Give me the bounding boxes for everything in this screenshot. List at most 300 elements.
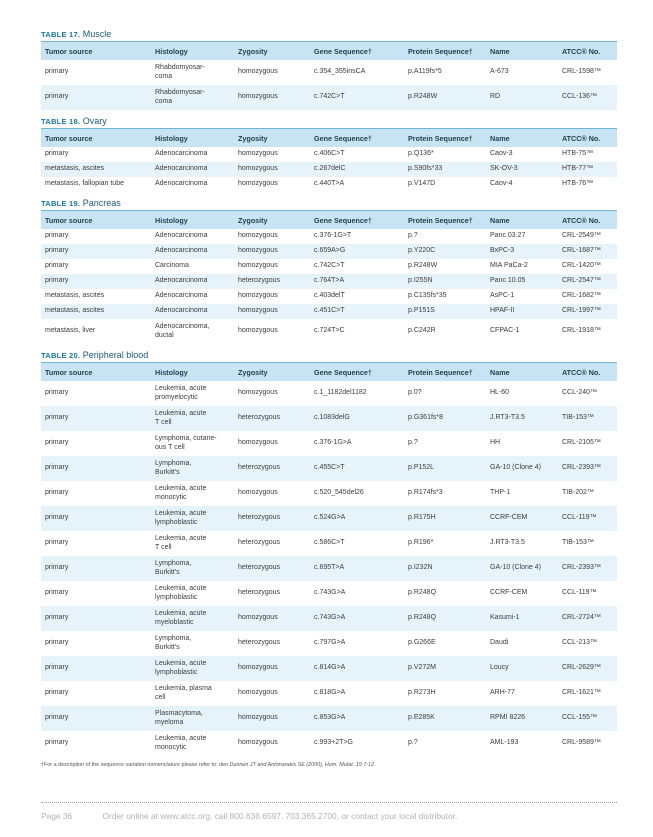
table-section — [41, 197, 617, 344]
cell-text: c.403delT — [314, 292, 345, 300]
zygosity-cell — [234, 85, 310, 110]
table-row — [41, 289, 617, 304]
tumor-source-cell — [41, 259, 151, 274]
cell-text: p.V272M — [408, 664, 437, 672]
cell-text: homozygous — [238, 664, 278, 672]
cell-text: Caov-4 — [490, 180, 513, 188]
header-name: Name — [486, 129, 558, 148]
cell-text: CCRF-CEM — [490, 514, 528, 522]
cell-text: p.R175H — [408, 514, 436, 522]
cell-text: CCL-136™ — [562, 93, 598, 101]
cell-text: CCRF-CEM — [490, 589, 528, 597]
histology-cell — [151, 289, 234, 304]
cell-line-name-cell — [486, 85, 558, 110]
cell-text: homozygous — [238, 93, 278, 101]
cell-text: p.E285K — [408, 714, 435, 722]
table-row — [41, 531, 617, 556]
cell-text: c.993+2T>G — [314, 739, 353, 747]
gene-sequence-cell — [310, 244, 404, 259]
zygosity-cell — [234, 631, 310, 656]
tumor-source-cell — [41, 456, 151, 481]
atcc-number-cell — [558, 606, 617, 631]
atcc-number-cell — [558, 581, 617, 606]
cell-text: c.743G>A — [314, 589, 346, 597]
table-row — [41, 431, 617, 456]
catalog-page — [41, 28, 617, 768]
cell-text: heterozygous — [238, 564, 281, 572]
cell-text: heterozygous — [238, 539, 281, 547]
cell-text: p.P151S — [408, 307, 435, 315]
cell-text: homozygous — [238, 150, 278, 158]
table-row — [41, 274, 617, 289]
zygosity-cell — [234, 481, 310, 506]
gene-sequence-cell — [310, 456, 404, 481]
cell-line-name-cell — [486, 304, 558, 319]
gene-sequence-cell — [310, 556, 404, 581]
header-atcc-number: ATCC® No. — [558, 129, 617, 148]
cell-text: c.814G>A — [314, 664, 346, 672]
histology-cell — [151, 60, 234, 85]
cell-text: homozygous — [238, 262, 278, 270]
atcc-number-cell — [558, 244, 617, 259]
header-tumor-source: Tumor source — [41, 129, 151, 148]
table-row — [41, 656, 617, 681]
cell-text: primary — [45, 232, 69, 240]
cell-text: CRL-2629™ — [562, 664, 601, 672]
cell-text: coma — [155, 97, 173, 105]
cell-text: Rhabdomyosar- — [155, 89, 205, 96]
cell-text: primary — [45, 93, 69, 101]
gene-sequence-cell — [310, 631, 404, 656]
zygosity-cell — [234, 556, 310, 581]
table-title — [41, 115, 617, 127]
cell-line-name-cell — [486, 681, 558, 706]
atcc-number-cell — [558, 506, 617, 531]
cell-text: homozygous — [238, 739, 278, 747]
cell-text: HL-60 — [490, 389, 510, 397]
zygosity-cell — [234, 162, 310, 177]
header-gene-sequence: Gene Sequence† — [310, 211, 404, 230]
tumor-source-cell — [41, 556, 151, 581]
table-row — [41, 244, 617, 259]
histology-cell — [151, 274, 234, 289]
tumor-source-cell — [41, 381, 151, 406]
cell-text: Adenocarcinoma — [155, 150, 208, 158]
cell-text: Leukemia, acute — [155, 535, 207, 542]
table-name: Ovary — [82, 116, 107, 126]
protein-sequence-cell — [404, 60, 486, 85]
atcc-number-cell — [558, 319, 617, 344]
cell-text: GA-10 (Clone 4) — [490, 464, 541, 472]
protein-sequence-cell — [404, 177, 486, 192]
atcc-number-cell — [558, 289, 617, 304]
cell-text: Adenocarcinoma, — [155, 323, 210, 330]
zygosity-cell — [234, 406, 310, 431]
cell-text: c.724T>C — [314, 327, 345, 335]
gene-sequence-cell — [310, 606, 404, 631]
cell-text: homozygous — [238, 714, 278, 722]
cell-line-name-cell — [486, 162, 558, 177]
footer-contact: Order online at www.atcc.org, call 800.638.6597, 703.365.2700, or contact your local distributor. — [102, 811, 458, 821]
protein-sequence-cell — [404, 319, 486, 344]
cell-text: homozygous — [238, 307, 278, 315]
cell-line-name-cell — [486, 706, 558, 731]
cell-text: GA-10 (Clone 4) — [490, 564, 541, 572]
table-header-row — [41, 211, 617, 230]
atcc-number-cell — [558, 531, 617, 556]
cell-text: lymphoblastic — [155, 518, 198, 526]
mutation-table — [41, 128, 617, 192]
protein-sequence-cell — [404, 431, 486, 456]
table-row — [41, 556, 617, 581]
table-row — [41, 481, 617, 506]
cell-text: homozygous — [238, 614, 278, 622]
atcc-number-cell — [558, 631, 617, 656]
zygosity-cell — [234, 456, 310, 481]
cell-text: homozygous — [238, 439, 278, 447]
table-row — [41, 506, 617, 531]
cell-text: HTB-77™ — [562, 165, 594, 173]
cell-text: p.S90fs*33 — [408, 165, 443, 173]
cell-text: c.743G>A — [314, 614, 346, 622]
cell-text: RPMI 8226 — [490, 714, 526, 722]
table-row — [41, 381, 617, 406]
table-section — [41, 28, 617, 110]
table-title — [41, 349, 617, 361]
zygosity-cell — [234, 259, 310, 274]
table-header-row — [41, 129, 617, 148]
protein-sequence-cell — [404, 631, 486, 656]
cell-text: Burkitt's — [155, 568, 180, 576]
histology-cell — [151, 656, 234, 681]
header-name: Name — [486, 363, 558, 382]
cell-text: c.455C>T — [314, 464, 345, 472]
zygosity-cell — [234, 274, 310, 289]
header-gene-sequence: Gene Sequence† — [310, 129, 404, 148]
atcc-number-cell — [558, 229, 617, 244]
atcc-number-cell — [558, 274, 617, 289]
cell-line-name-cell — [486, 381, 558, 406]
histology-cell — [151, 431, 234, 456]
header-gene-sequence: Gene Sequence† — [310, 42, 404, 61]
cell-text: p.Q136* — [408, 150, 434, 158]
cell-line-name-cell — [486, 60, 558, 85]
histology-cell — [151, 244, 234, 259]
header-atcc-number: ATCC® No. — [558, 211, 617, 230]
histology-cell — [151, 481, 234, 506]
cell-text: c.520_545del26 — [314, 489, 364, 497]
zygosity-cell — [234, 147, 310, 162]
header-zygosity: Zygosity — [234, 211, 310, 230]
table-title — [41, 28, 617, 40]
gene-sequence-cell — [310, 681, 404, 706]
tumor-source-cell — [41, 706, 151, 731]
cell-text: J.RT3-T3.5 — [490, 414, 525, 422]
protein-sequence-cell — [404, 681, 486, 706]
zygosity-cell — [234, 581, 310, 606]
cell-text: Caov-3 — [490, 150, 513, 158]
tumor-source-cell — [41, 406, 151, 431]
footer-divider — [41, 802, 617, 803]
gene-sequence-cell — [310, 656, 404, 681]
cell-text: primary — [45, 689, 69, 697]
header-name: Name — [486, 42, 558, 61]
cell-line-name-cell — [486, 581, 558, 606]
cell-text: Leukemia, acute — [155, 735, 207, 742]
cell-text: CRL-1682™ — [562, 292, 601, 300]
cell-text: c.440T>A — [314, 180, 345, 188]
cell-text: homozygous — [238, 389, 278, 397]
table-row — [41, 229, 617, 244]
cell-text: primary — [45, 414, 69, 422]
table-number: TABLE 20. — [41, 351, 81, 360]
atcc-number-cell — [558, 406, 617, 431]
cell-line-name-cell — [486, 456, 558, 481]
table-number: TABLE 17. — [41, 30, 81, 39]
histology-cell — [151, 456, 234, 481]
header-zygosity: Zygosity — [234, 129, 310, 148]
gene-sequence-cell — [310, 581, 404, 606]
table-row — [41, 581, 617, 606]
cell-text: Lymphoma, — [155, 560, 192, 567]
cell-text: p.R174fs*3 — [408, 489, 443, 497]
protein-sequence-cell — [404, 274, 486, 289]
gene-sequence-cell — [310, 406, 404, 431]
cell-line-name-cell — [486, 506, 558, 531]
cell-text: primary — [45, 489, 69, 497]
tumor-source-cell — [41, 60, 151, 85]
cell-text: CRL-9589™ — [562, 739, 601, 747]
table-header-row — [41, 42, 617, 61]
histology-cell — [151, 581, 234, 606]
table-name: Pancreas — [82, 198, 121, 208]
tumor-source-cell — [41, 681, 151, 706]
header-histology: Histology — [151, 363, 234, 382]
cell-text: c.451C>T — [314, 307, 345, 315]
cell-text: metastasis, ascites — [45, 292, 105, 300]
cell-line-name-cell — [486, 274, 558, 289]
footnote — [41, 762, 617, 768]
cell-text: Plasmacytoma, — [155, 710, 203, 717]
gene-sequence-cell — [310, 259, 404, 274]
atcc-number-cell — [558, 85, 617, 110]
cell-text: RD — [490, 93, 501, 101]
cell-text: primary — [45, 564, 69, 572]
cell-text: c.376-1G>T — [314, 232, 352, 240]
cell-text: Leukemia, plasma — [155, 685, 212, 692]
cell-text: Burkitt's — [155, 468, 180, 476]
atcc-number-cell — [558, 556, 617, 581]
header-protein-sequence: Protein Sequence† — [404, 42, 486, 61]
cell-text: Adenocarcinoma — [155, 292, 208, 300]
cell-text: TIB-153™ — [562, 539, 594, 547]
cell-line-name-cell — [486, 531, 558, 556]
cell-text: Panc 10.05 — [490, 277, 526, 285]
cell-text: primary — [45, 262, 69, 270]
cell-line-name-cell — [486, 177, 558, 192]
cell-line-name-cell — [486, 731, 558, 756]
cell-text: primary — [45, 589, 69, 597]
cell-text: p.R248W — [408, 93, 438, 101]
gene-sequence-cell — [310, 731, 404, 756]
tumor-source-cell — [41, 274, 151, 289]
cell-text: CRL-2393™ — [562, 464, 601, 472]
cell-text: p.0? — [408, 389, 422, 397]
atcc-number-cell — [558, 706, 617, 731]
cell-text: CCL-119™ — [562, 589, 597, 597]
cell-line-name-cell — [486, 431, 558, 456]
zygosity-cell — [234, 60, 310, 85]
tumor-source-cell — [41, 606, 151, 631]
cell-text: heterozygous — [238, 277, 281, 285]
cell-text: HH — [490, 439, 501, 447]
header-protein-sequence: Protein Sequence† — [404, 363, 486, 382]
tumor-source-cell — [41, 731, 151, 756]
cell-text: Leukemia, acute — [155, 385, 207, 392]
cell-text: primary — [45, 439, 69, 447]
cell-text: Lymphoma, — [155, 635, 192, 642]
header-gene-sequence: Gene Sequence† — [310, 363, 404, 382]
cell-text: monocytic — [155, 743, 187, 751]
zygosity-cell — [234, 319, 310, 344]
atcc-number-cell — [558, 456, 617, 481]
cell-text: Panc 03.27 — [490, 232, 526, 240]
cell-text: c.797G>A — [314, 639, 346, 647]
atcc-number-cell — [558, 60, 617, 85]
atcc-number-cell — [558, 481, 617, 506]
cell-text: J.RT3-T3.5 — [490, 539, 525, 547]
footnote-text: †For a description of the sequence variation nomenclature please refer to: — [41, 762, 219, 768]
cell-text: CCL-240™ — [562, 389, 598, 397]
cell-text: p.? — [408, 739, 418, 747]
cell-text: ous T cell — [155, 443, 185, 451]
tumor-source-cell — [41, 481, 151, 506]
cell-text: heterozygous — [238, 514, 281, 522]
gene-sequence-cell — [310, 381, 404, 406]
cell-text: c.818G>A — [314, 689, 346, 697]
cell-text: homozygous — [238, 292, 278, 300]
cell-text: lymphoblastic — [155, 668, 198, 676]
cell-text: primary — [45, 247, 69, 255]
cell-text: c.1_1182del1182 — [314, 389, 367, 397]
protein-sequence-cell — [404, 706, 486, 731]
table-number: TABLE 18. — [41, 117, 81, 126]
cell-line-name-cell — [486, 244, 558, 259]
table-row — [41, 606, 617, 631]
cell-text: Leukemia, acute — [155, 610, 207, 617]
cell-line-name-cell — [486, 556, 558, 581]
table-row — [41, 406, 617, 431]
tumor-source-cell — [41, 244, 151, 259]
cell-text: primary — [45, 514, 69, 522]
cell-text: CRL-2393™ — [562, 564, 601, 572]
table-row — [41, 162, 617, 177]
table-section — [41, 349, 617, 756]
cell-text: c.853G>A — [314, 714, 346, 722]
protein-sequence-cell — [404, 481, 486, 506]
cell-text: p.I255N — [408, 277, 433, 285]
table-section — [41, 115, 617, 192]
protein-sequence-cell — [404, 162, 486, 177]
cell-text: CRL-2105™ — [562, 439, 601, 447]
header-name: Name — [486, 211, 558, 230]
table-number: TABLE 19. — [41, 199, 81, 208]
cell-text: c.695T>A — [314, 564, 345, 572]
cell-text: primary — [45, 277, 69, 285]
tumor-source-cell — [41, 229, 151, 244]
footnote-citation: den Dunnen JT and Antonarakis SE (2000), Hum. Mutat. 15:7-12. — [219, 762, 376, 768]
header-zygosity: Zygosity — [234, 363, 310, 382]
cell-text: p.G361fs*8 — [408, 414, 444, 422]
cell-text: p.R248W — [408, 262, 438, 270]
header-atcc-number: ATCC® No. — [558, 363, 617, 382]
histology-cell — [151, 304, 234, 319]
histology-cell — [151, 556, 234, 581]
histology-cell — [151, 606, 234, 631]
cell-text: Leukemia, acute — [155, 510, 207, 517]
cell-text: myeloblastic — [155, 618, 194, 626]
cell-text: Leukemia, acute — [155, 660, 207, 667]
page-number: Page 36 — [41, 811, 73, 821]
atcc-number-cell — [558, 731, 617, 756]
histology-cell — [151, 531, 234, 556]
atcc-number-cell — [558, 162, 617, 177]
protein-sequence-cell — [404, 581, 486, 606]
cell-text: CRL-1918™ — [562, 327, 601, 335]
cell-text: p.R273H — [408, 689, 436, 697]
gene-sequence-cell — [310, 481, 404, 506]
protein-sequence-cell — [404, 147, 486, 162]
cell-text: SK-OV-3 — [490, 165, 518, 173]
protein-sequence-cell — [404, 531, 486, 556]
zygosity-cell — [234, 304, 310, 319]
cell-text: monocytic — [155, 493, 187, 501]
table-row — [41, 631, 617, 656]
gene-sequence-cell — [310, 85, 404, 110]
cell-text: Rhabdomyosar- — [155, 64, 205, 71]
cell-text: Adenocarcinoma — [155, 165, 208, 173]
cell-text: ductal — [155, 331, 174, 339]
table-row — [41, 706, 617, 731]
cell-text: T cell — [155, 543, 172, 551]
cell-line-name-cell — [486, 229, 558, 244]
header-tumor-source: Tumor source — [41, 42, 151, 61]
cell-text: metastasis, ascites — [45, 307, 105, 315]
gene-sequence-cell — [310, 60, 404, 85]
cell-text: c.376-1G>A — [314, 439, 352, 447]
cell-text: p.R248Q — [408, 614, 437, 622]
table-row — [41, 319, 617, 344]
atcc-number-cell — [558, 147, 617, 162]
cell-text: p.G266E — [408, 639, 436, 647]
cell-text: heterozygous — [238, 464, 281, 472]
cell-text: metastasis, liver — [45, 327, 96, 335]
protein-sequence-cell — [404, 556, 486, 581]
tumor-source-cell — [41, 506, 151, 531]
cell-text: homozygous — [238, 247, 278, 255]
gene-sequence-cell — [310, 147, 404, 162]
cell-text: promyelocytic — [155, 393, 198, 401]
zygosity-cell — [234, 606, 310, 631]
histology-cell — [151, 506, 234, 531]
cell-text: CCL-119™ — [562, 514, 597, 522]
cell-text: p.? — [408, 232, 418, 240]
cell-text: c.586C>T — [314, 539, 345, 547]
cell-text: CCL-213™ — [562, 639, 598, 647]
cell-text: primary — [45, 389, 69, 397]
atcc-number-cell — [558, 431, 617, 456]
cell-text: c.1083delG — [314, 414, 350, 422]
